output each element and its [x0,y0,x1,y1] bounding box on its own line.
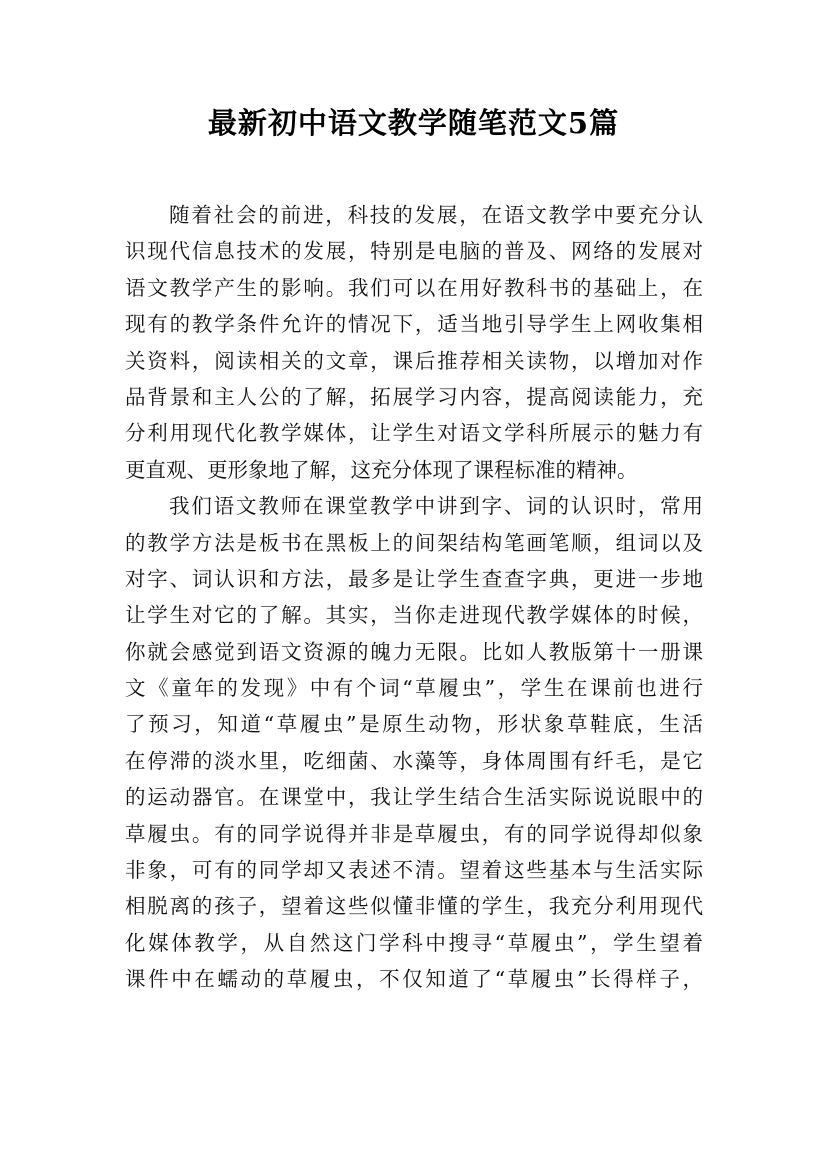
paragraph-line: 我们语文教师在课堂教学中讲到字、词的认识时，常用 [169,494,703,519]
paragraph-line: 关资料，阅读相关的文章，课后推荐相关读物，以增加对作 [125,348,703,373]
paragraph-2 [125,488,703,997]
paragraph-line: 的运动器官。在课堂中，我让学生结合生活实际说说眼中的 [125,785,703,810]
paragraph-line: 文《童年的发现》中有个词“草履虫”，学生在课前也进行 [125,676,703,701]
document-body [125,197,703,998]
paragraph-line: 更直观、更形象地了解，这充分体现了课程标准的精神。 [125,457,638,482]
paragraph-line: 在停滞的淡水里，吃细菌、水藻等，身体周围有纤毛，是它 [125,748,703,773]
paragraph-line: 草履虫。有的同学说得并非是草履虫，有的同学说得却似象 [125,821,703,846]
paragraph-line: 让学生对它的了解。其实，当你走进现代教学媒体的时候， [125,603,703,628]
paragraph-line: 化媒体教学，从自然这门学科中搜寻“草履虫”，学生望着 [125,930,703,955]
paragraph-line: 随着社会的前进，科技的发展，在语文教学中要充分认 [169,203,703,227]
paragraph-line: 非象，可有的同学却又表述不清。望着这些基本与生活实际 [125,858,703,883]
paragraph-line: 课件中在蠕动的草履虫，不仅知道了“草履虫”长得样子， [125,967,703,992]
paragraph-1 [125,197,703,488]
paragraph-line: 了预习，知道“草履虫”是原生动物，形状象草鞋底，生活 [125,712,703,737]
paragraph-line: 对字、词认识和方法，最多是让学生查查字典，更进一步地 [125,566,703,591]
document-title: 最新初中语文教学随笔范文5篇 [207,106,620,140]
paragraph-line: 语文教学产生的影响。我们可以在用好教科书的基础上，在 [125,275,703,300]
paragraph-line: 分利用现代化教学媒体，让学生对语文学科所展示的魅力有 [125,421,703,446]
paragraph-line: 你就会感觉到语文资源的魄力无限。比如人教版第十一册课 [125,639,703,664]
paragraph-line: 相脱离的孩子，望着这些似懂非懂的学生，我充分利用现代 [125,894,703,919]
paragraph-line: 现有的教学条件允许的情况下，适当地引导学生上网收集相 [125,312,703,337]
paragraph-line: 识现代信息技术的发展，特别是电脑的普及、网络的发展对 [125,239,703,264]
paragraph-line: 品背景和主人公的了解，拓展学习内容，提高阅读能力，充 [125,384,703,409]
paragraph-line: 的教学方法是板书在黑板上的间架结构笔画笔顺，组词以及 [125,530,703,555]
